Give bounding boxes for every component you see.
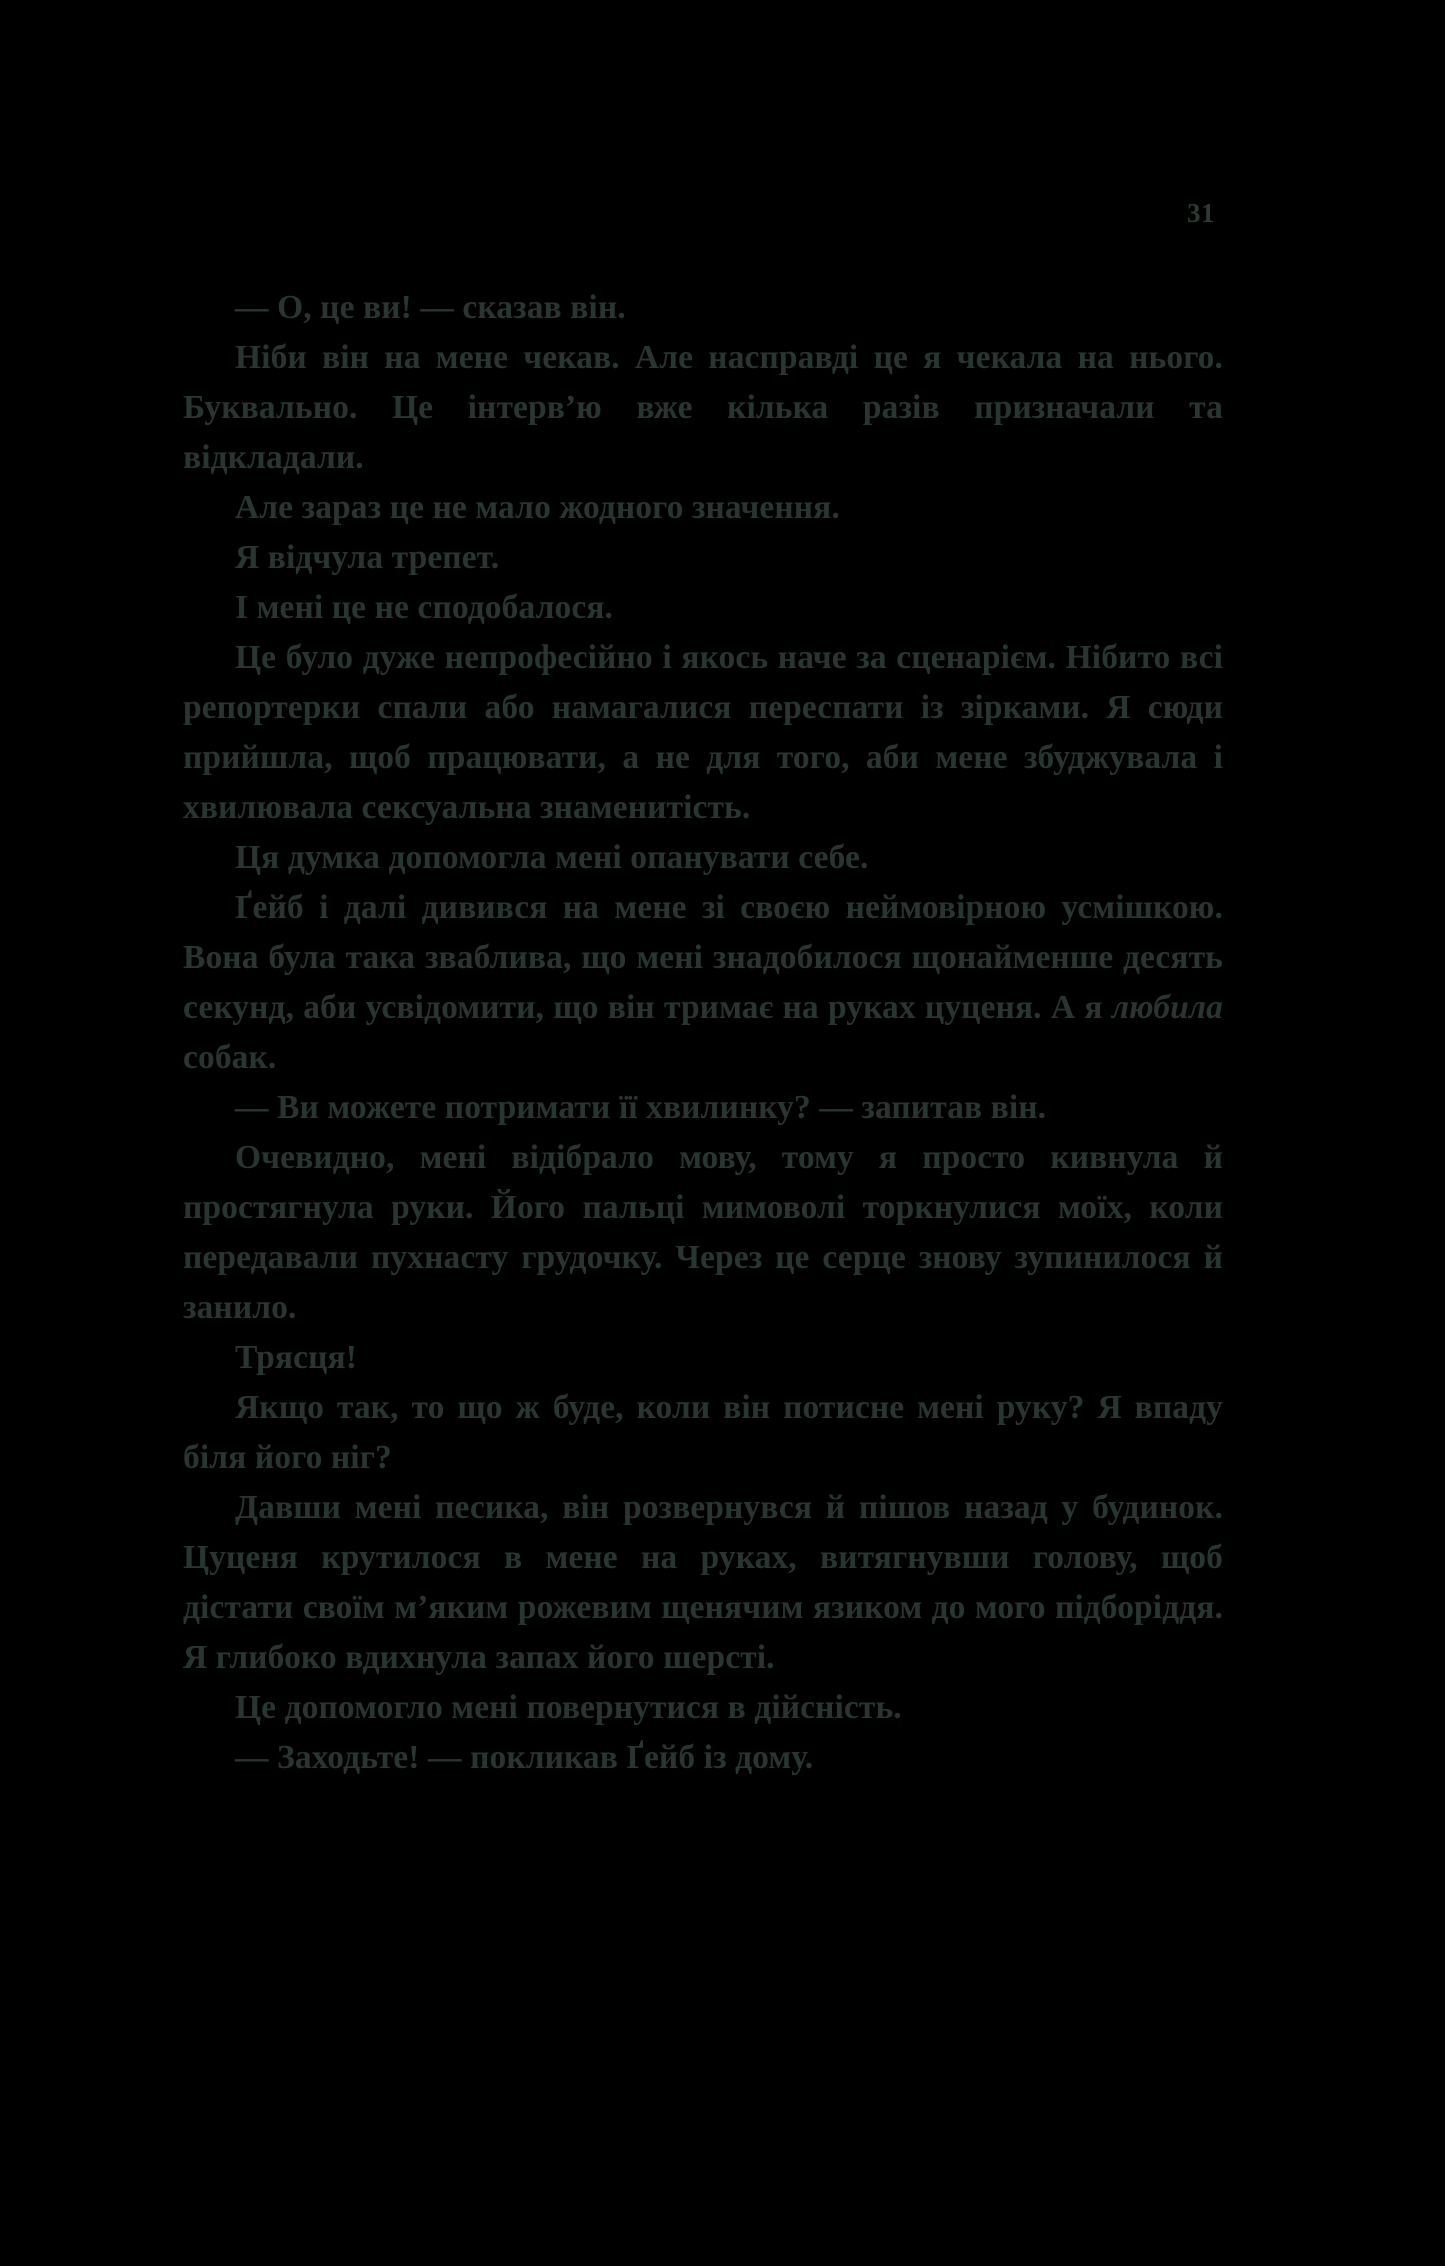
paragraph: І мені це не сподобалося. <box>235 589 614 626</box>
paragraph: Я відчула трепет. <box>235 539 500 576</box>
paragraph: Це допомогло мені повернутися в дійсність. <box>235 1689 902 1726</box>
emphasis-text: любила <box>1111 989 1223 1026</box>
paragraph: — Ви можете потримати її хвилинку? — запитав він. <box>235 1089 1047 1126</box>
page-number: 31 <box>1187 198 1215 228</box>
paragraph: — Заходьте! — покликав Ґейб із дому. <box>235 1739 814 1776</box>
paragraph: Очевидно, мені відібрало мову, тому я просто кивнула й простягнула руки. Його пальці мимоволі торкнулися моїх, коли передавали пухнасту грудочку. Через це серце знову зупинилося й занило. <box>183 1139 1223 1326</box>
paragraph-text: Ґейб і далі дивився на мене зі своєю неймовірною усмішкою. Вона була така зваблива, що мені знадобилося щонайменше десять секунд, аби усвідомити, що він тримає на руках цуценя. А я любила собак. <box>183 889 1223 1076</box>
paragraph: Ніби він на мене чекав. Але насправді це я чекала на нього. Буквально. Це інтерв’ю вже кілька разів призначали та відкладали. <box>183 339 1223 476</box>
paragraph: Трясця! <box>235 1339 357 1376</box>
paragraph-with-italic <box>183 883 1223 1083</box>
paragraph: Якщо так, то що ж буде, коли він потисне мені руку? Я впаду біля його ніг? <box>183 1389 1223 1476</box>
paragraph: Давши мені песика, він розвернувся й пішов назад у будинок. Цуценя крутилося в мене на руках, витягнувши голову, щоб дістати своїм м’яким рожевим щенячим язиком до мого підборіддя. Я глибоко вдихнула запах його шерсті. <box>183 1489 1223 1676</box>
paragraph: Ця думка допомогла мені опанувати себе. <box>235 839 869 876</box>
paragraph: — О, це ви! — сказав він. <box>235 289 626 326</box>
text-block <box>183 283 1223 1783</box>
paragraph: Це було дуже непрофесійно і якось наче за сценарієм. Нібито всі репортерки спали або намагалися переспати із зірками. Я сюди прийшла, щоб працювати, а не для того, аби мене збуджувала і хвилювала сексуальна знаменитість. <box>183 639 1223 826</box>
paragraph: Але зараз це не мало жодного значення. <box>235 489 840 526</box>
